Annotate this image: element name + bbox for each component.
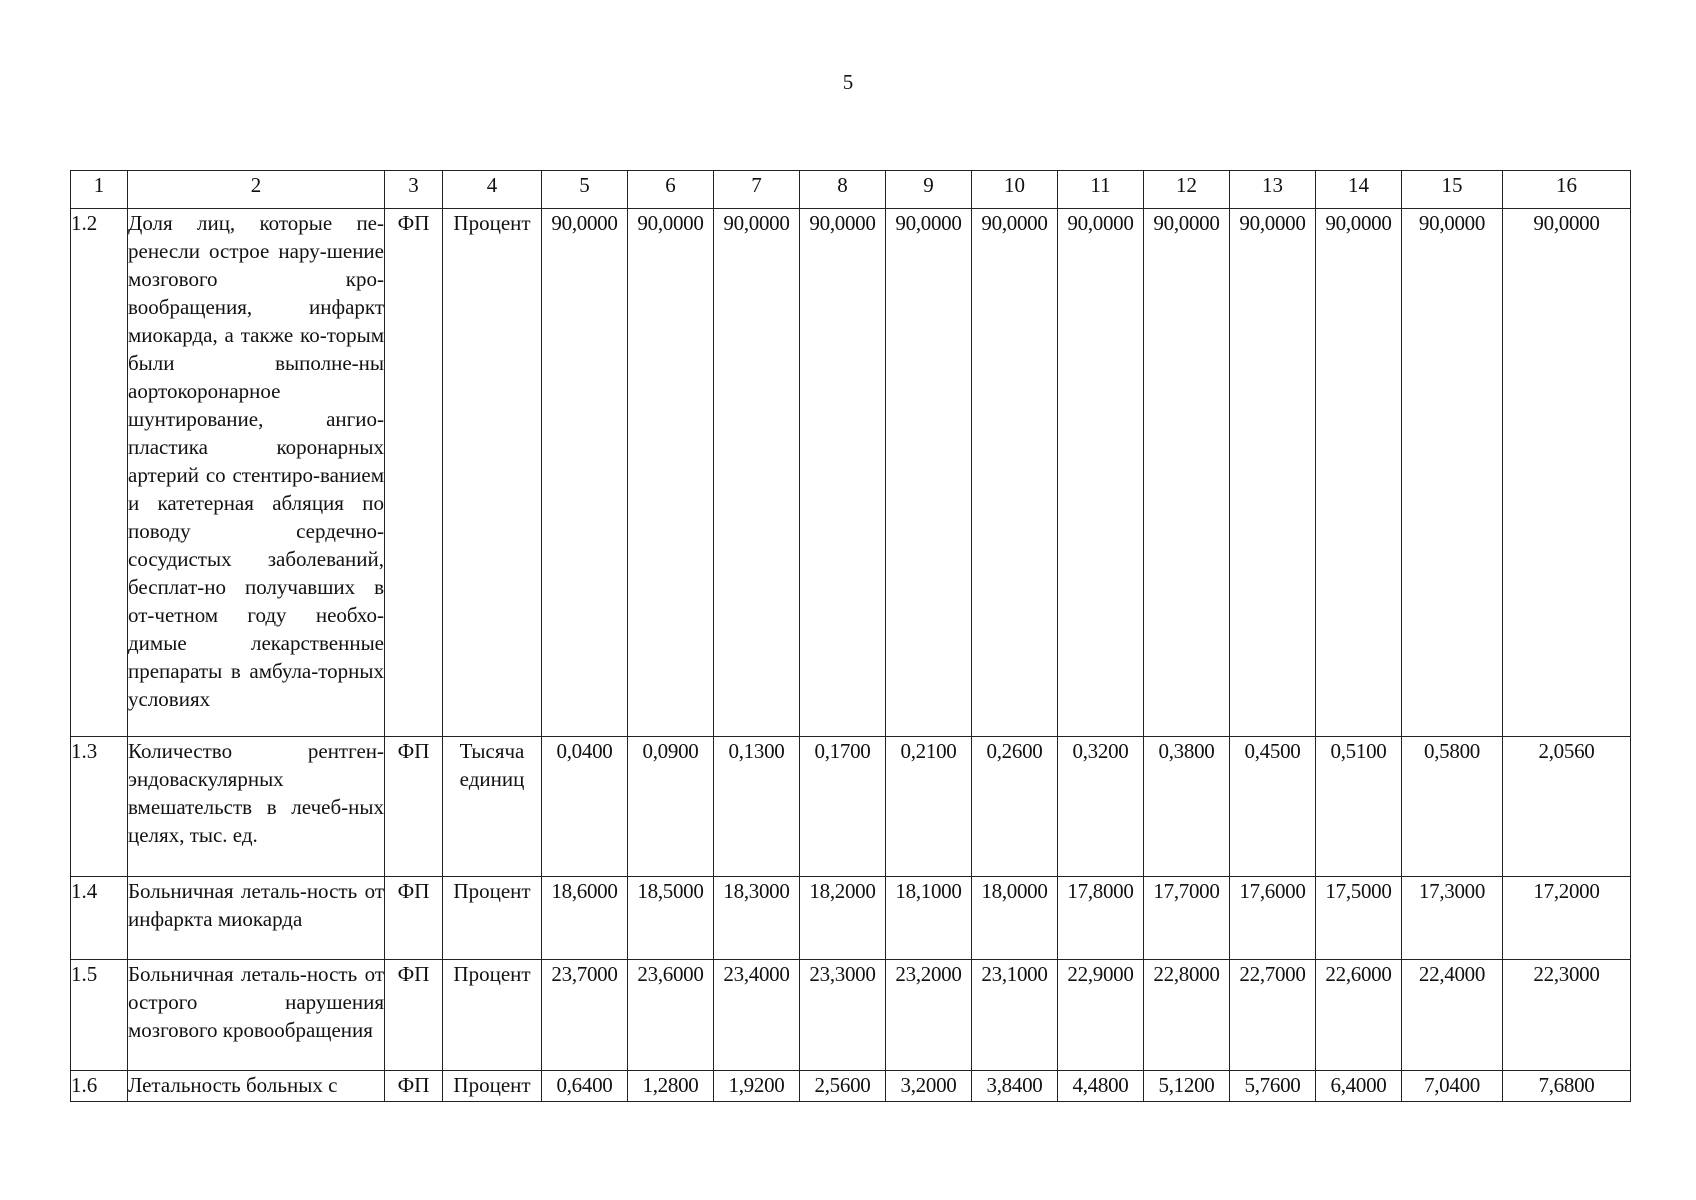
indicator-value: 22,9000: [1058, 960, 1144, 1071]
indicator-value: 90,0000: [714, 209, 800, 737]
indicator-unit: Процент: [443, 877, 542, 960]
column-number-header: 11: [1058, 171, 1144, 209]
indicator-value: 22,8000: [1144, 960, 1230, 1071]
table-row: [71, 1071, 1631, 1102]
indicator-value: 1,2800: [628, 1071, 714, 1102]
indicator-value: 22,7000: [1230, 960, 1316, 1071]
indicator-name: Больничная леталь-ность от острого нарушения мозгового кровообращения: [128, 960, 385, 1071]
row-number: 1.2: [71, 209, 128, 737]
indicator-value: 0,2100: [886, 737, 972, 877]
indicator-source: ФП: [385, 209, 443, 737]
indicator-value: 18,6000: [542, 877, 628, 960]
indicator-value: 23,3000: [800, 960, 886, 1071]
indicator-value: 18,2000: [800, 877, 886, 960]
indicator-source: ФП: [385, 960, 443, 1071]
indicator-value: 3,2000: [886, 1071, 972, 1102]
indicator-unit: Процент: [443, 960, 542, 1071]
indicator-unit: Процент: [443, 209, 542, 737]
indicator-value: 3,8400: [972, 1071, 1058, 1102]
indicator-value: 90,0000: [1058, 209, 1144, 737]
indicator-value: 0,3200: [1058, 737, 1144, 877]
row-number: 1.3: [71, 737, 128, 877]
indicator-value: 1,9200: [714, 1071, 800, 1102]
indicator-value: 90,0000: [1402, 209, 1503, 737]
row-number: 1.5: [71, 960, 128, 1071]
indicator-value: 4,4800: [1058, 1071, 1144, 1102]
indicator-value: 23,1000: [972, 960, 1058, 1071]
indicator-value: 0,1300: [714, 737, 800, 877]
indicator-value: 18,3000: [714, 877, 800, 960]
column-number-header: 9: [886, 171, 972, 209]
indicator-name: Больничная леталь-ность от инфаркта миокарда: [128, 877, 385, 960]
indicator-value: 18,1000: [886, 877, 972, 960]
indicator-source: ФП: [385, 1071, 443, 1102]
indicator-value: 0,4500: [1230, 737, 1316, 877]
indicator-value: 0,3800: [1144, 737, 1230, 877]
indicator-value: 90,0000: [628, 209, 714, 737]
table-row: [71, 960, 1631, 1071]
column-number-header: 7: [714, 171, 800, 209]
indicator-value: 23,7000: [542, 960, 628, 1071]
indicator-value: 17,3000: [1402, 877, 1503, 960]
indicator-value: 22,6000: [1316, 960, 1402, 1071]
indicator-value: 90,0000: [1316, 209, 1402, 737]
indicator-value: 2,0560: [1503, 737, 1631, 877]
column-number-header: 8: [800, 171, 886, 209]
indicator-value: 0,5800: [1402, 737, 1503, 877]
column-number-header: 14: [1316, 171, 1402, 209]
column-number-header: 4: [443, 171, 542, 209]
column-number-header: 16: [1503, 171, 1631, 209]
indicator-value: 17,6000: [1230, 877, 1316, 960]
indicator-value: 90,0000: [1144, 209, 1230, 737]
indicators-table: [70, 170, 1631, 1102]
indicator-value: 0,5100: [1316, 737, 1402, 877]
indicator-value: 17,2000: [1503, 877, 1631, 960]
indicator-unit: Тысяча единиц: [443, 737, 542, 877]
column-number-header: 3: [385, 171, 443, 209]
page-number: 5: [842, 70, 854, 94]
table-row: [71, 737, 1631, 877]
column-number-header: 1: [71, 171, 128, 209]
indicator-source: ФП: [385, 737, 443, 877]
indicator-value: 90,0000: [972, 209, 1058, 737]
column-number-header: 2: [128, 171, 385, 209]
table-row: [71, 209, 1631, 737]
indicator-value: 6,4000: [1316, 1071, 1402, 1102]
column-number-header: 12: [1144, 171, 1230, 209]
indicator-unit: Процент: [443, 1071, 542, 1102]
indicator-value: 18,5000: [628, 877, 714, 960]
indicator-value: 5,7600: [1230, 1071, 1316, 1102]
row-number: 1.4: [71, 877, 128, 960]
indicator-value: 2,5600: [800, 1071, 886, 1102]
column-number-header: 5: [542, 171, 628, 209]
indicator-value: 0,2600: [972, 737, 1058, 877]
column-number-header: 13: [1230, 171, 1316, 209]
indicator-source: ФП: [385, 877, 443, 960]
table-header-row: [71, 171, 1631, 209]
indicator-value: 0,1700: [800, 737, 886, 877]
indicator-value: 90,0000: [1230, 209, 1316, 737]
indicator-value: 7,6800: [1503, 1071, 1631, 1102]
indicator-value: 90,0000: [800, 209, 886, 737]
indicator-value: 7,0400: [1402, 1071, 1503, 1102]
indicator-value: 17,7000: [1144, 877, 1230, 960]
indicator-value: 0,0400: [542, 737, 628, 877]
indicator-name: Количество рентген-эндоваскулярных вмешательств в лечеб-ных целях, тыс. ед.: [128, 737, 385, 877]
column-number-header: 10: [972, 171, 1058, 209]
indicator-value: 23,6000: [628, 960, 714, 1071]
indicator-name: Летальность больных с: [128, 1071, 385, 1102]
column-number-header: 6: [628, 171, 714, 209]
indicator-value: 90,0000: [542, 209, 628, 737]
indicator-value: 90,0000: [1503, 209, 1631, 737]
indicator-value: 18,0000: [972, 877, 1058, 960]
indicator-value: 23,2000: [886, 960, 972, 1071]
indicator-value: 5,1200: [1144, 1071, 1230, 1102]
column-number-header: 15: [1402, 171, 1503, 209]
indicator-value: 0,6400: [542, 1071, 628, 1102]
row-number: 1.6: [71, 1071, 128, 1102]
indicator-value: 22,3000: [1503, 960, 1631, 1071]
table-row: [71, 877, 1631, 960]
indicator-value: 90,0000: [886, 209, 972, 737]
indicator-value: 17,5000: [1316, 877, 1402, 960]
indicator-value: 22,4000: [1402, 960, 1503, 1071]
indicator-name: Доля лиц, которые пе-ренесли острое нару-шение мозгового кро-вообращения, инфаркт миокарда, а также ко-торым были выполне-ны аортокоронарное шунтирование, ангио-пластика коронарных артерий со стентиро-ванием и катетерная абляция по поводу сердечно-сосудистых заболеваний, бесплат-но получавших в от-четном году необхо-димые лекарственные препараты в амбула-торных условиях: [128, 209, 385, 737]
indicator-value: 0,0900: [628, 737, 714, 877]
indicator-value: 23,4000: [714, 960, 800, 1071]
indicator-value: 17,8000: [1058, 877, 1144, 960]
